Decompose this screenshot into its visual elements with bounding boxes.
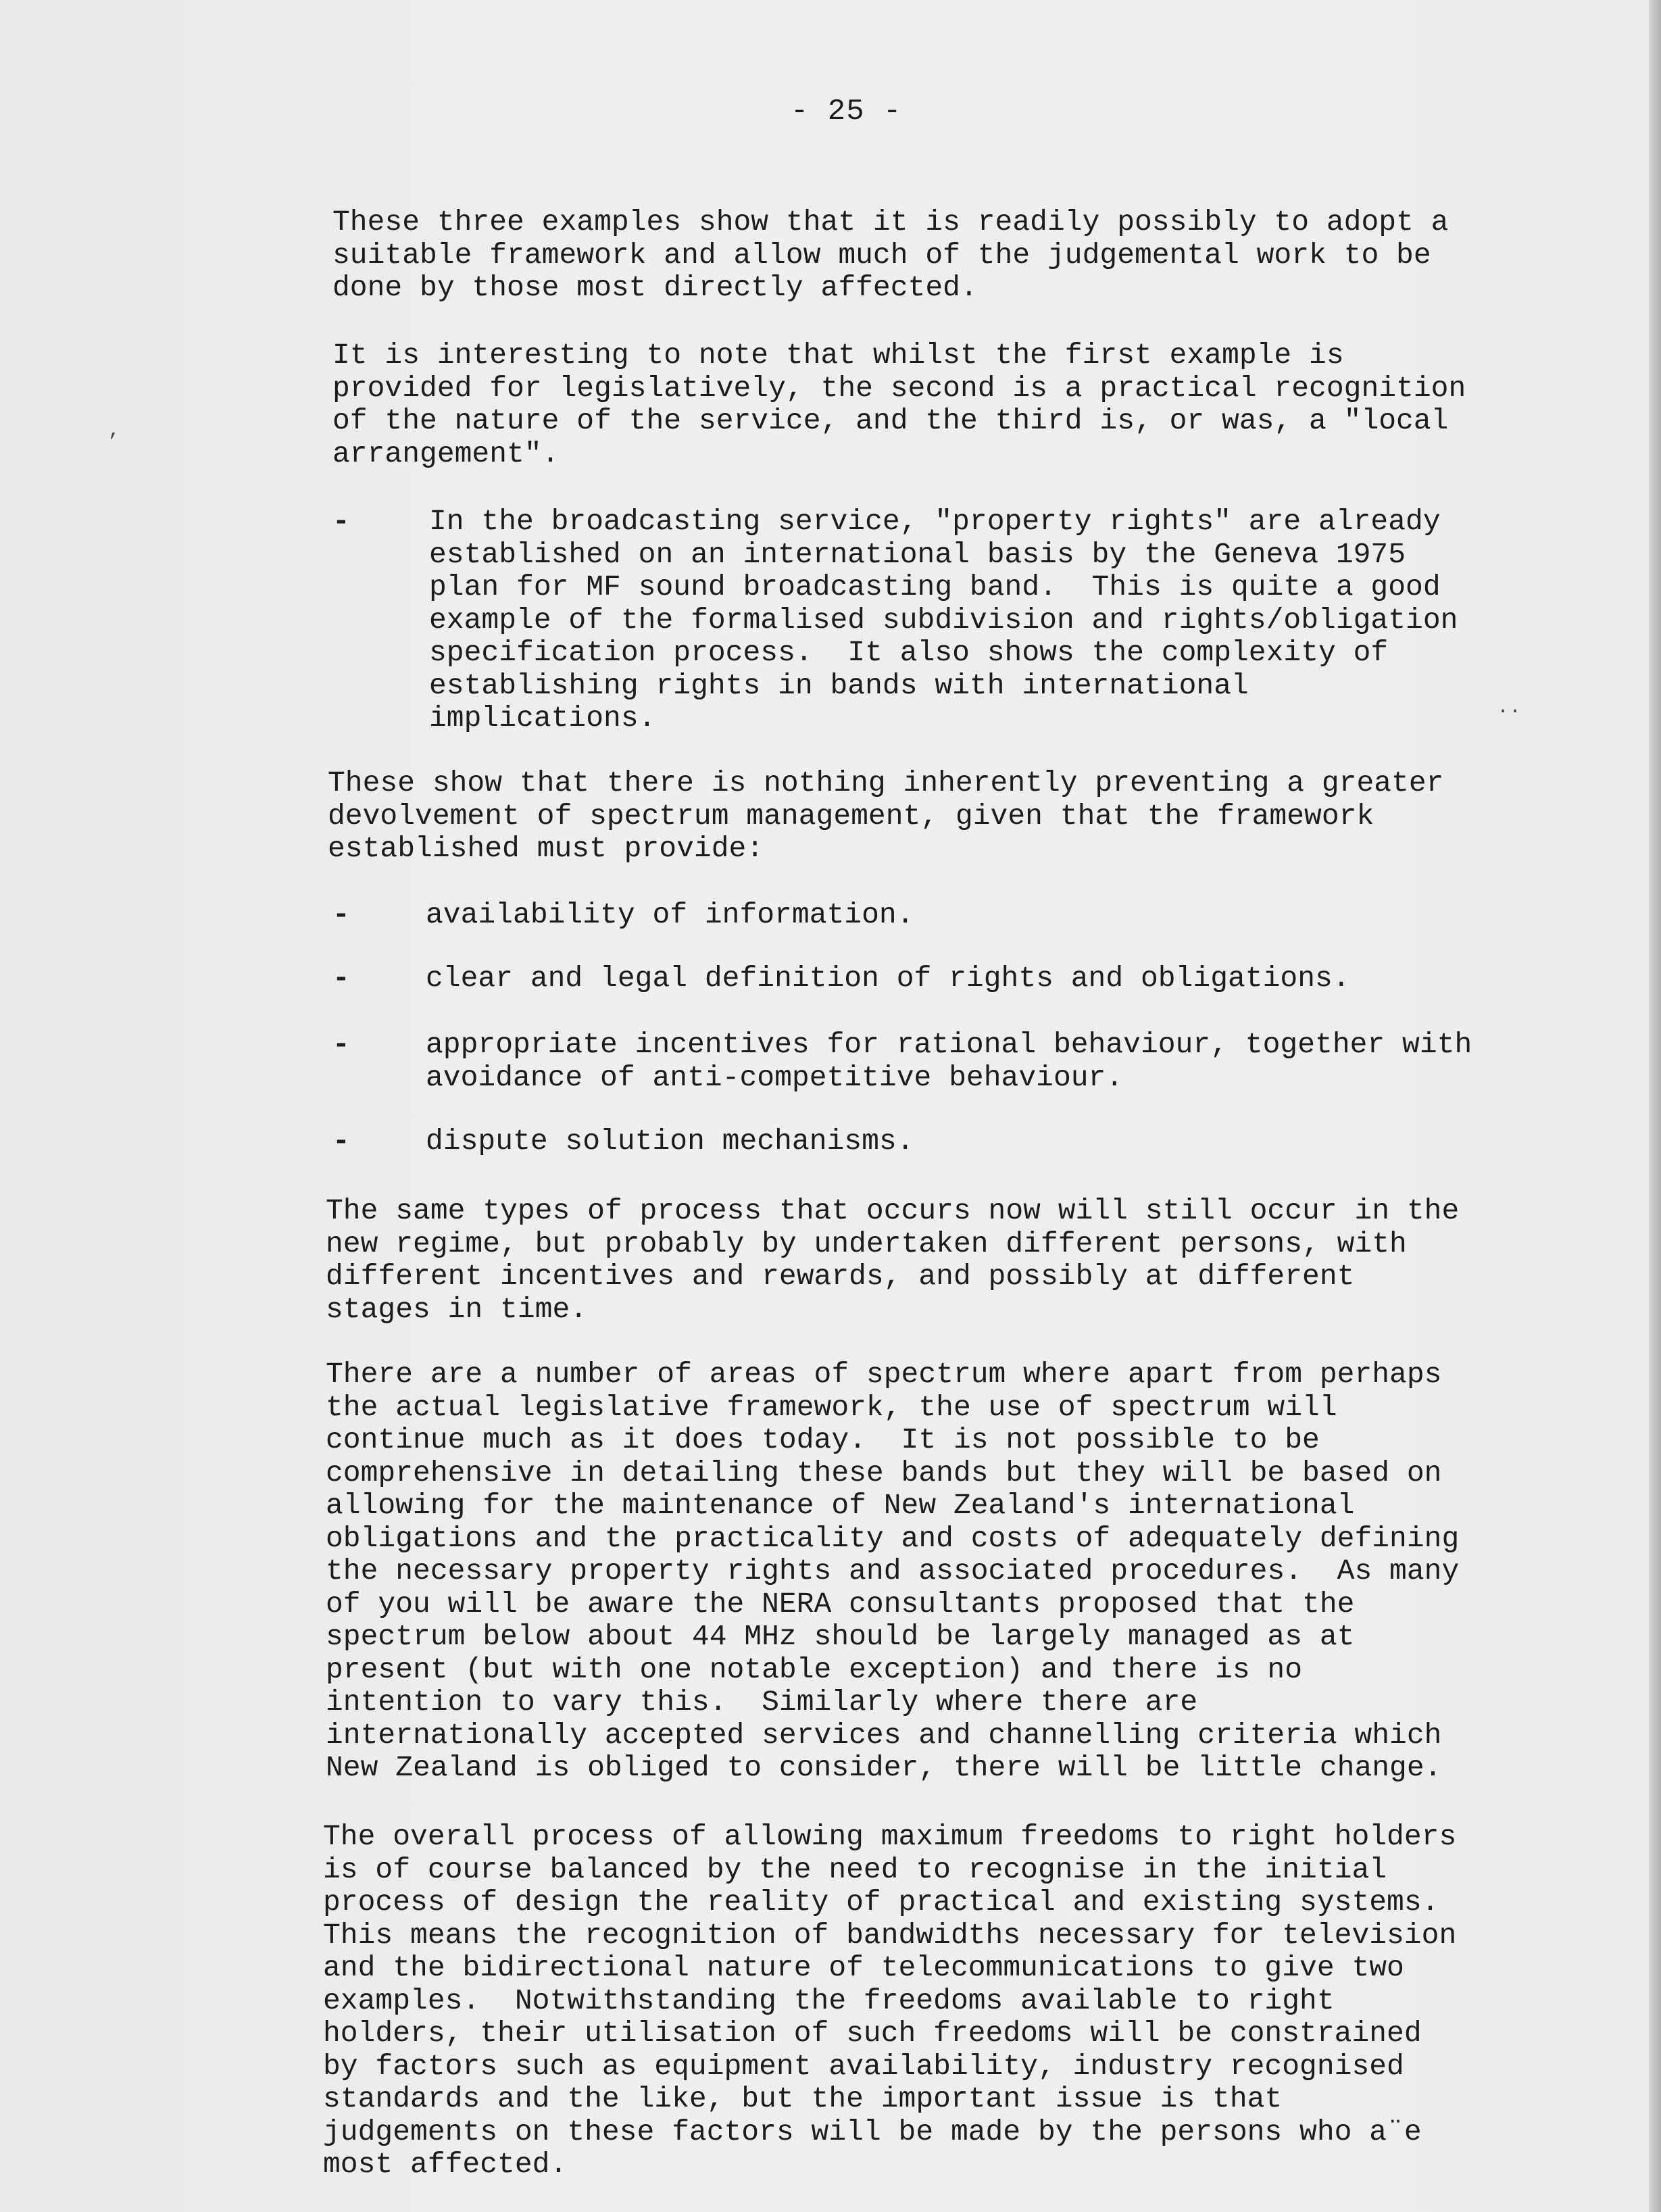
paragraph-spectrum-areas: There are a number of areas of spectrum where apart from perhaps the actual legislative framework, the use of spectrum will continue much as it does today. It is not possible to be comprehensive in detailing these bands but they will be based on allowing for the maintenance of New Zealand's international obligations and the practicality and costs of adequately defining the necessary property rights and associated procedures. As many of you will be aware the NERA consultants proposed that the spectrum below about 44 MHz should be largely managed as at present (but with one notable exception) and there is no intention to vary this. Similarly where there are internationally accepted services and channelling criteria which New Zealand is obliged to consider, there will be little change. bbox=[326, 1358, 1460, 1784]
bullet-dash: - bbox=[332, 1125, 350, 1158]
bullet-information: availability of information. bbox=[426, 898, 914, 931]
paragraph-devolvement: These show that there is nothing inherently preventing a greater devolvement of spectrum management, given that the framework established must provide: bbox=[328, 766, 1444, 865]
bullet-dash: - bbox=[332, 505, 350, 538]
stray-mark: , bbox=[108, 419, 121, 442]
bullet-dispute: dispute solution mechanisms. bbox=[426, 1125, 914, 1158]
page-edge-shadow bbox=[1649, 0, 1661, 2212]
paragraph-new-regime: The same types of process that occurs now will still occur in the new regime, but probably by undertaken different persons, with different incentives and rewards, and possibly at different stages in time. bbox=[326, 1194, 1460, 1326]
bullet-incentives: appropriate incentives for rational behaviour, together with avoidance of anti-competitive behaviour. bbox=[426, 1028, 1472, 1094]
bullet-dash: - bbox=[332, 1028, 350, 1061]
paragraph-freedoms: The overall process of allowing maximum freedoms to right holders is of course balanced by the need to recognise in the initial process of design the reality of practical and existing systems. This means the recognition of bandwidths necessary for television and the bidirectional nature of telecommunications to give two examples. Notwithstanding the freedoms available to right holders, their utilisation of such freedoms will be constrained by factors such as equipment availability, industry recognised standards and the like, but the important issue is that judgements on these factors will be made by the persons who a¨e most affected. bbox=[323, 1820, 1457, 2181]
bullet-dash: - bbox=[332, 898, 350, 931]
bullet-definition: clear and legal definition of rights and obligations. bbox=[426, 962, 1350, 995]
bullet-broadcasting: In the broadcasting service, "property rights" are already established on an international basis by the Geneva 1975 plan for MF sound broadcasting band. This is quite a good example of the formalised subdivision and rights/obligation specification process. It also shows the complexity of establishing rights in bands with international implications. bbox=[429, 505, 1458, 735]
bullet-dash: - bbox=[332, 962, 350, 995]
paragraph-legislative-note: It is interesting to note that whilst the first example is provided for legislatively, the second is a practical recognition of the nature of the service, and the third is, or was, a "local arrangement". bbox=[332, 339, 1466, 470]
paragraph-examples: These three examples show that it is readily possibly to adopt a suitable framework and allow much of the judgemental work to be done by those most directly affected. bbox=[332, 205, 1449, 304]
stray-mark: .. bbox=[1497, 696, 1522, 719]
page-number: - 25 - bbox=[791, 95, 902, 128]
